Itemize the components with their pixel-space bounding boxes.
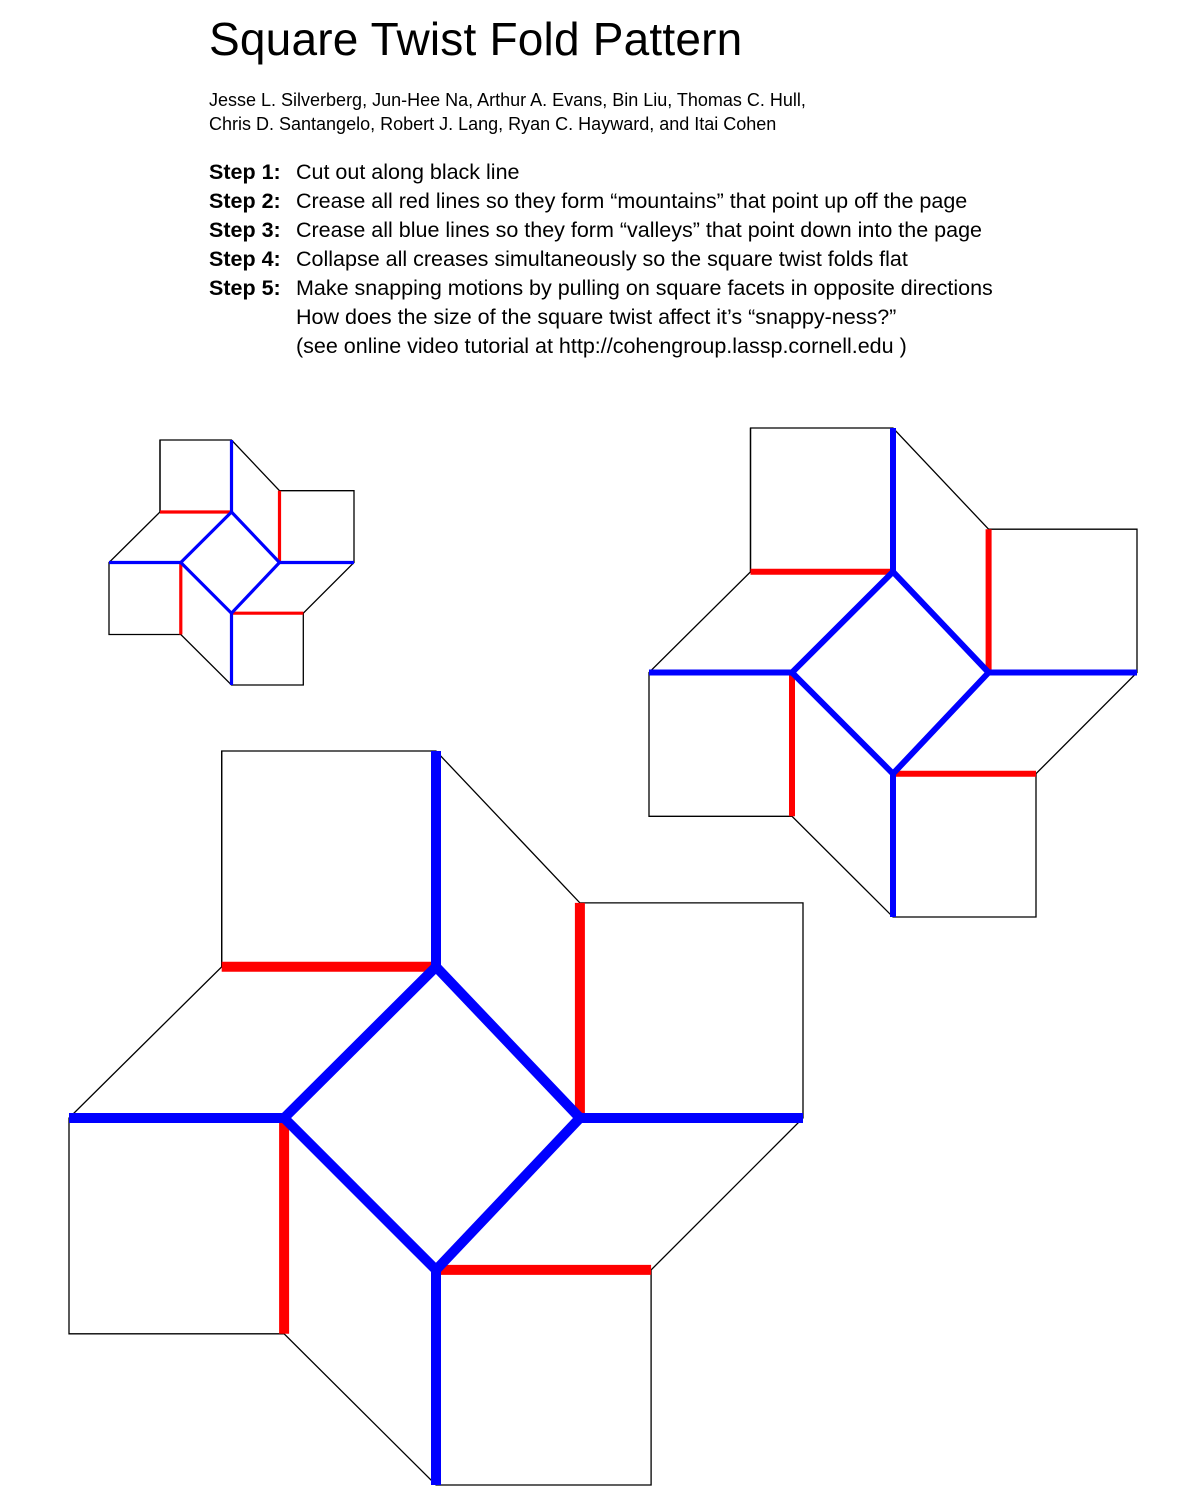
step-text: Make snapping motions by pulling on square facets in opposite directions xyxy=(296,276,993,300)
page-title: Square Twist Fold Pattern xyxy=(209,13,743,65)
step-label: Step 5: xyxy=(209,276,281,300)
step-text: Crease all blue lines so they form “valleys” that point down into the page xyxy=(296,218,982,242)
step-text: Collapse all creases simultaneously so the square twist folds flat xyxy=(296,247,908,271)
step-5-question: How does the size of the square twist affect it’s “snappy-ness?” xyxy=(296,305,897,329)
step-label: Step 4: xyxy=(209,247,281,271)
step-label: Step 2: xyxy=(209,189,281,213)
crease-pattern-large xyxy=(69,751,803,1485)
step-text: Cut out along black line xyxy=(296,160,520,184)
author-line-2: Chris D. Santangelo, Robert J. Lang, Ryan C. Hayward, and Itai Cohen xyxy=(209,114,777,134)
step-label: Step 3: xyxy=(209,218,281,242)
crease-pattern-medium xyxy=(649,428,1137,917)
crease-pattern-small xyxy=(109,440,354,685)
step-5-tutorial-link: (see online video tutorial at http://cohengroup.lassp.cornell.edu ) xyxy=(296,334,907,358)
step-label: Step 1: xyxy=(209,160,281,184)
step-text: Crease all red lines so they form “mountains” that point up off the page xyxy=(296,189,968,213)
author-line-1: Jesse L. Silverberg, Jun-Hee Na, Arthur A. Evans, Bin Liu, Thomas C. Hull, xyxy=(209,90,806,110)
